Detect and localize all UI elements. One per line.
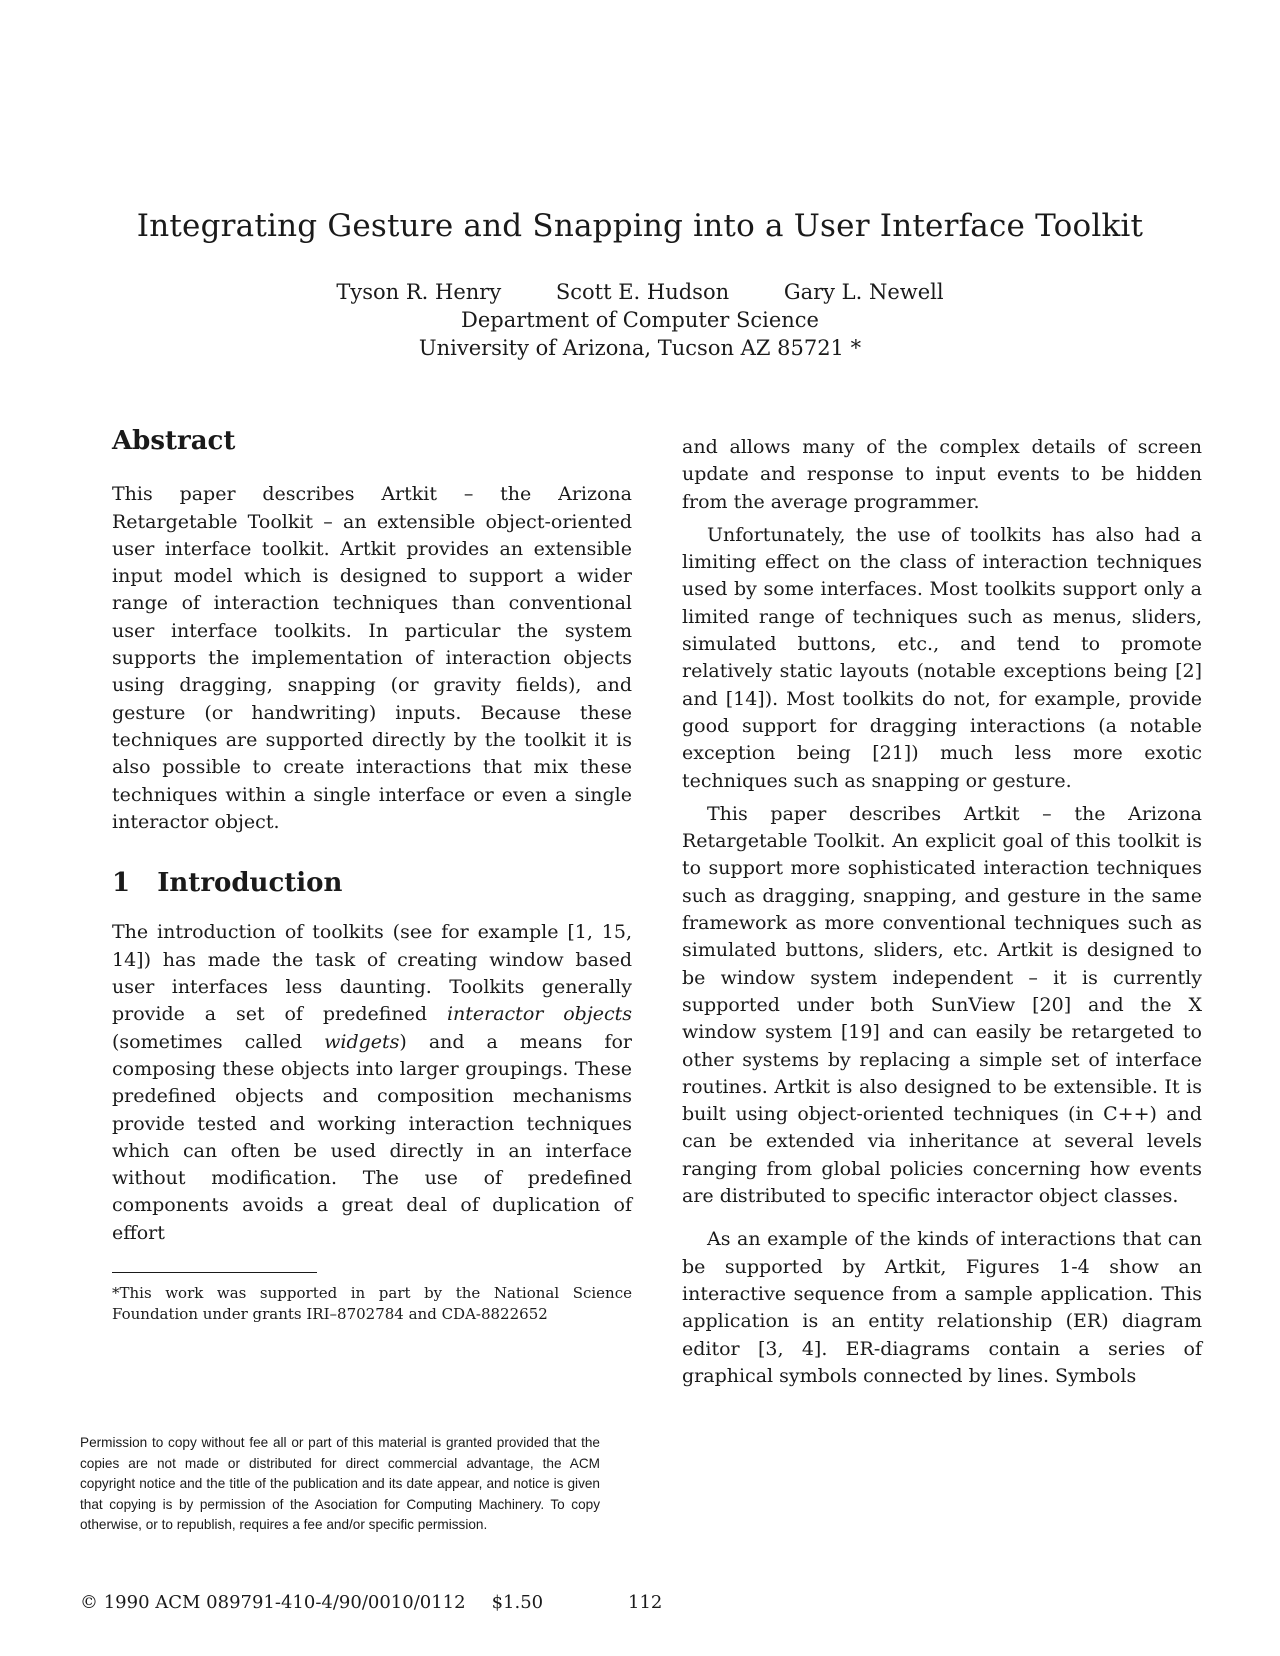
department: Department of Computer Science [461, 308, 819, 332]
left-column [112, 428, 632, 1247]
body-paragraph: As an example of the kinds of interactions that can be supported by Artkit, Figures 1-4 show an interactive sequence from a sample application. This application is an entity relationship (ER) diagram editor [3, 4]. ER-diagrams contain a series of graphical symbols connected by lines. Symbols [682, 1228, 1202, 1387]
body-paragraph: and allows many of the complex details of screen update and response to input events to be hidden from the average programmer. [682, 436, 1202, 513]
right-column [682, 434, 1202, 1390]
author-block [0, 278, 1280, 362]
abstract-heading: Abstract [112, 426, 236, 456]
intro-text-part: The introduction of toolkits (see for example [1, 15, 14]) has made the task of creating window based user interfaces less daunting. Toolkits generally provide a set of predefined [112, 921, 632, 1026]
author-name: Scott E. Hudson [555, 280, 730, 304]
footnote: *This work was supported in part by the National Science Foundation under grants IRI–8702784 and CDA-8822652 [112, 1284, 632, 1323]
abstract-text: This paper describes Artkit – the Arizona Retargetable Toolkit – an extensible object-oriented user interface toolkit. Artkit provides an extensible input model which is designed to support a wider range of interaction techniques than conventional user interface toolkits. In particular the system supports the implementation of interaction objects using dragging, snapping (or gravity fields), and gesture (or handwriting) inputs. Because these techniques are supported directly by the toolkit it is also possible to create interactions that mix these techniques within a single interface or even a single interactor object. [112, 483, 632, 833]
copyright-text: © 1990 ACM 089791-410-4/90/0010/0112 [80, 1592, 466, 1613]
author-name: Gary L. Newell [783, 280, 944, 304]
footnote-rule [112, 1272, 317, 1273]
copyright-line [80, 1592, 569, 1613]
intro-emphasis: interactor objects [446, 1003, 632, 1026]
copyright-price: $1.50 [491, 1592, 544, 1613]
intro-emphasis: widgets [324, 1030, 400, 1053]
body-paragraph: Unfortunately, the use of toolkits has also had a limiting effect on the class of interaction techniques used by some interfaces. Most toolkits support only a limited range of techniques such as menus, sliders, simulated buttons, etc., and tend to promote relatively static layouts (notable exceptions being [2] and [14]). Most toolkits do not, for example, provide good support for dragging interactions (a notable exception being [21]) much less more exotic techniques such as snapping or gesture. [682, 523, 1202, 792]
intro-text-part: ) and a means for composing these objects into larger groupings. These predefined objects and composition mechanisms provide tested and working interaction techniques which can often be used directly in an interface without modification. The use of predefined components avoids a great deal of duplication of effort [112, 1030, 632, 1244]
paper-title: Integrating Gesture and Snapping into a User Interface Toolkit [136, 208, 1144, 244]
introduction-paragraph [112, 919, 632, 1247]
body-paragraph: This paper describes Artkit – the Arizona Retargetable Toolkit. An explicit goal of this toolkit is to support more sophisticated interaction techniques such as dragging, snapping, and gesture in the same framework as more conventional techniques such as simulated buttons, sliders, etc. Artkit is designed to be window system independent – it is currently supported under both SunView [20] and the X window system [19] and can easily be retargeted to other systems by replacing a simple set of interface routines. Artkit is also designed to be extensible. It is built using object-oriented techniques (in C++) and can be extended via inheritance at several levels ranging from global policies concerning how events are distributed to specific interactor object classes. [682, 802, 1202, 1208]
permission-notice: Permission to copy without fee all or part of this material is granted provided that the copies are not made or distributed for direct commercial advantage, the ACM copyright notice and the title of the publication and its date appear, and notice is given that copying is by permission of the Asociation for Computing Machinery. To copy otherwise, or to republish, requires a fee and/or specific permission. [80, 1435, 600, 1533]
page-number: 112 [628, 1592, 663, 1613]
author-names [0, 278, 1280, 306]
author-name: Tyson R. Henry [336, 280, 502, 304]
affiliation: University of Arizona, Tucson AZ 85721 * [418, 336, 862, 360]
intro-text-part: (sometimes called [112, 1030, 325, 1053]
introduction-heading: 1 Introduction [112, 868, 343, 899]
